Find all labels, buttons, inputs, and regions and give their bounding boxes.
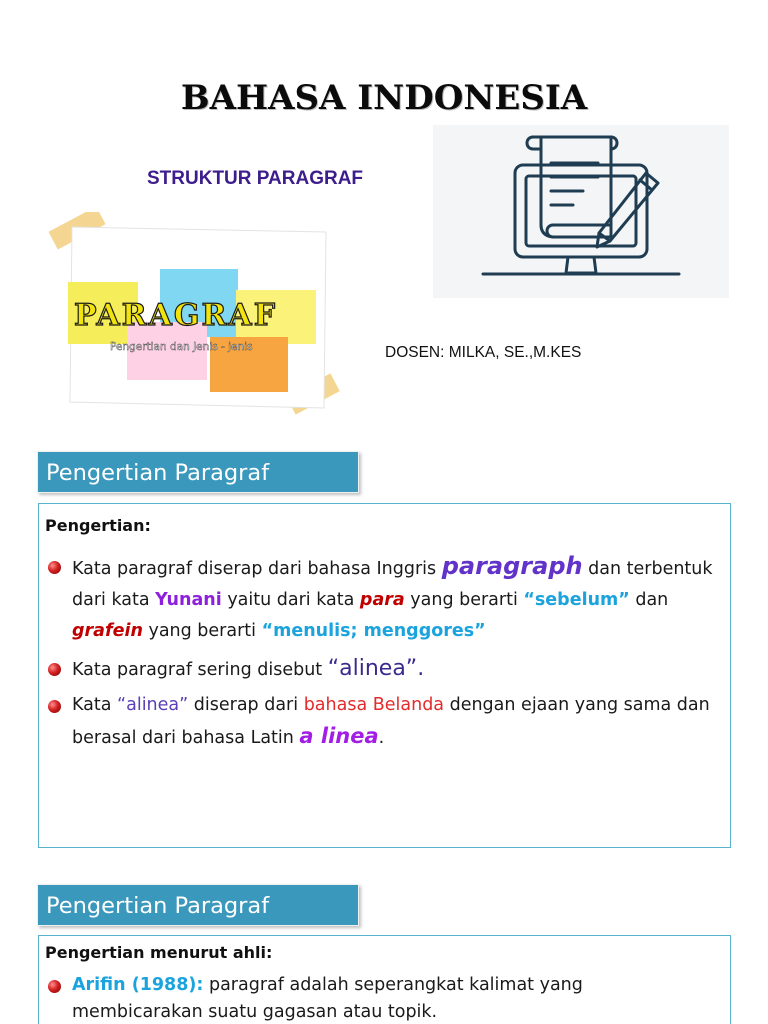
box-heading: Pengertian menurut ahli: [45,943,273,962]
page-title: BAHASA INDONESIA [180,78,588,118]
paragraf-caption: Pengertian dan Jenis - jenis [110,341,253,353]
section-header-pengertian-ahli: Pengertian Paragraf [37,884,359,926]
term-belanda: bahasa Belanda [303,695,445,715]
bullet-icon [48,700,61,713]
list-item: Kata paragraf sering disebut “alinea”. [46,653,714,686]
section-header-pengertian: Pengertian Paragraf [37,451,359,493]
content-box-ahli [38,935,731,1024]
bullet-icon [48,561,61,574]
box-heading: Pengertian: [45,516,151,535]
bullet-list [46,972,714,1024]
term-menulis: “menulis; menggores” [261,621,486,641]
author-arifin: Arifin (1988): [72,975,204,995]
term-alinea: “alinea”. [327,656,425,681]
paragraf-illustration [40,212,340,422]
term-a-linea: a linea [299,724,379,748]
page-subtitle: STRUKTUR PARAGRAF [147,168,364,189]
term-yunani: Yunani [155,590,222,610]
computer-document-pencil-icon [433,125,729,298]
bullet-icon [48,980,61,993]
term-sebelum: “sebelum” [523,590,630,610]
paragraf-word: PARAGRAF [74,298,277,333]
bullet-list [46,551,714,754]
term-paragraph: paragraph [441,552,583,580]
list-item: Kata paragraf diserap dari bahasa Inggris paragraph dan terbentuk dari kata Yunani yaitu dari kata para yang berarti “sebelum” dan grafein yang berarti “menulis; menggores” [46,551,714,647]
list-item: Arifin (1988): paragraf adalah seperangkat kalimat yang membicarakan suatu gagasan atau topik. [46,972,714,1024]
term-grafein: grafein [72,621,143,641]
content-box-pengertian [38,503,731,848]
lecturer-name: DOSEN: MILKA, SE.,M.KES [385,344,582,361]
bullet-icon [48,663,61,676]
term-para: para [359,590,405,610]
list-item: Kata “alinea” diserap dari bahasa Belanda dengan ejaan yang sama dan berasal dari bahasa Latin a linea. [46,690,714,754]
term-alinea-quote: “alinea” [117,695,189,715]
